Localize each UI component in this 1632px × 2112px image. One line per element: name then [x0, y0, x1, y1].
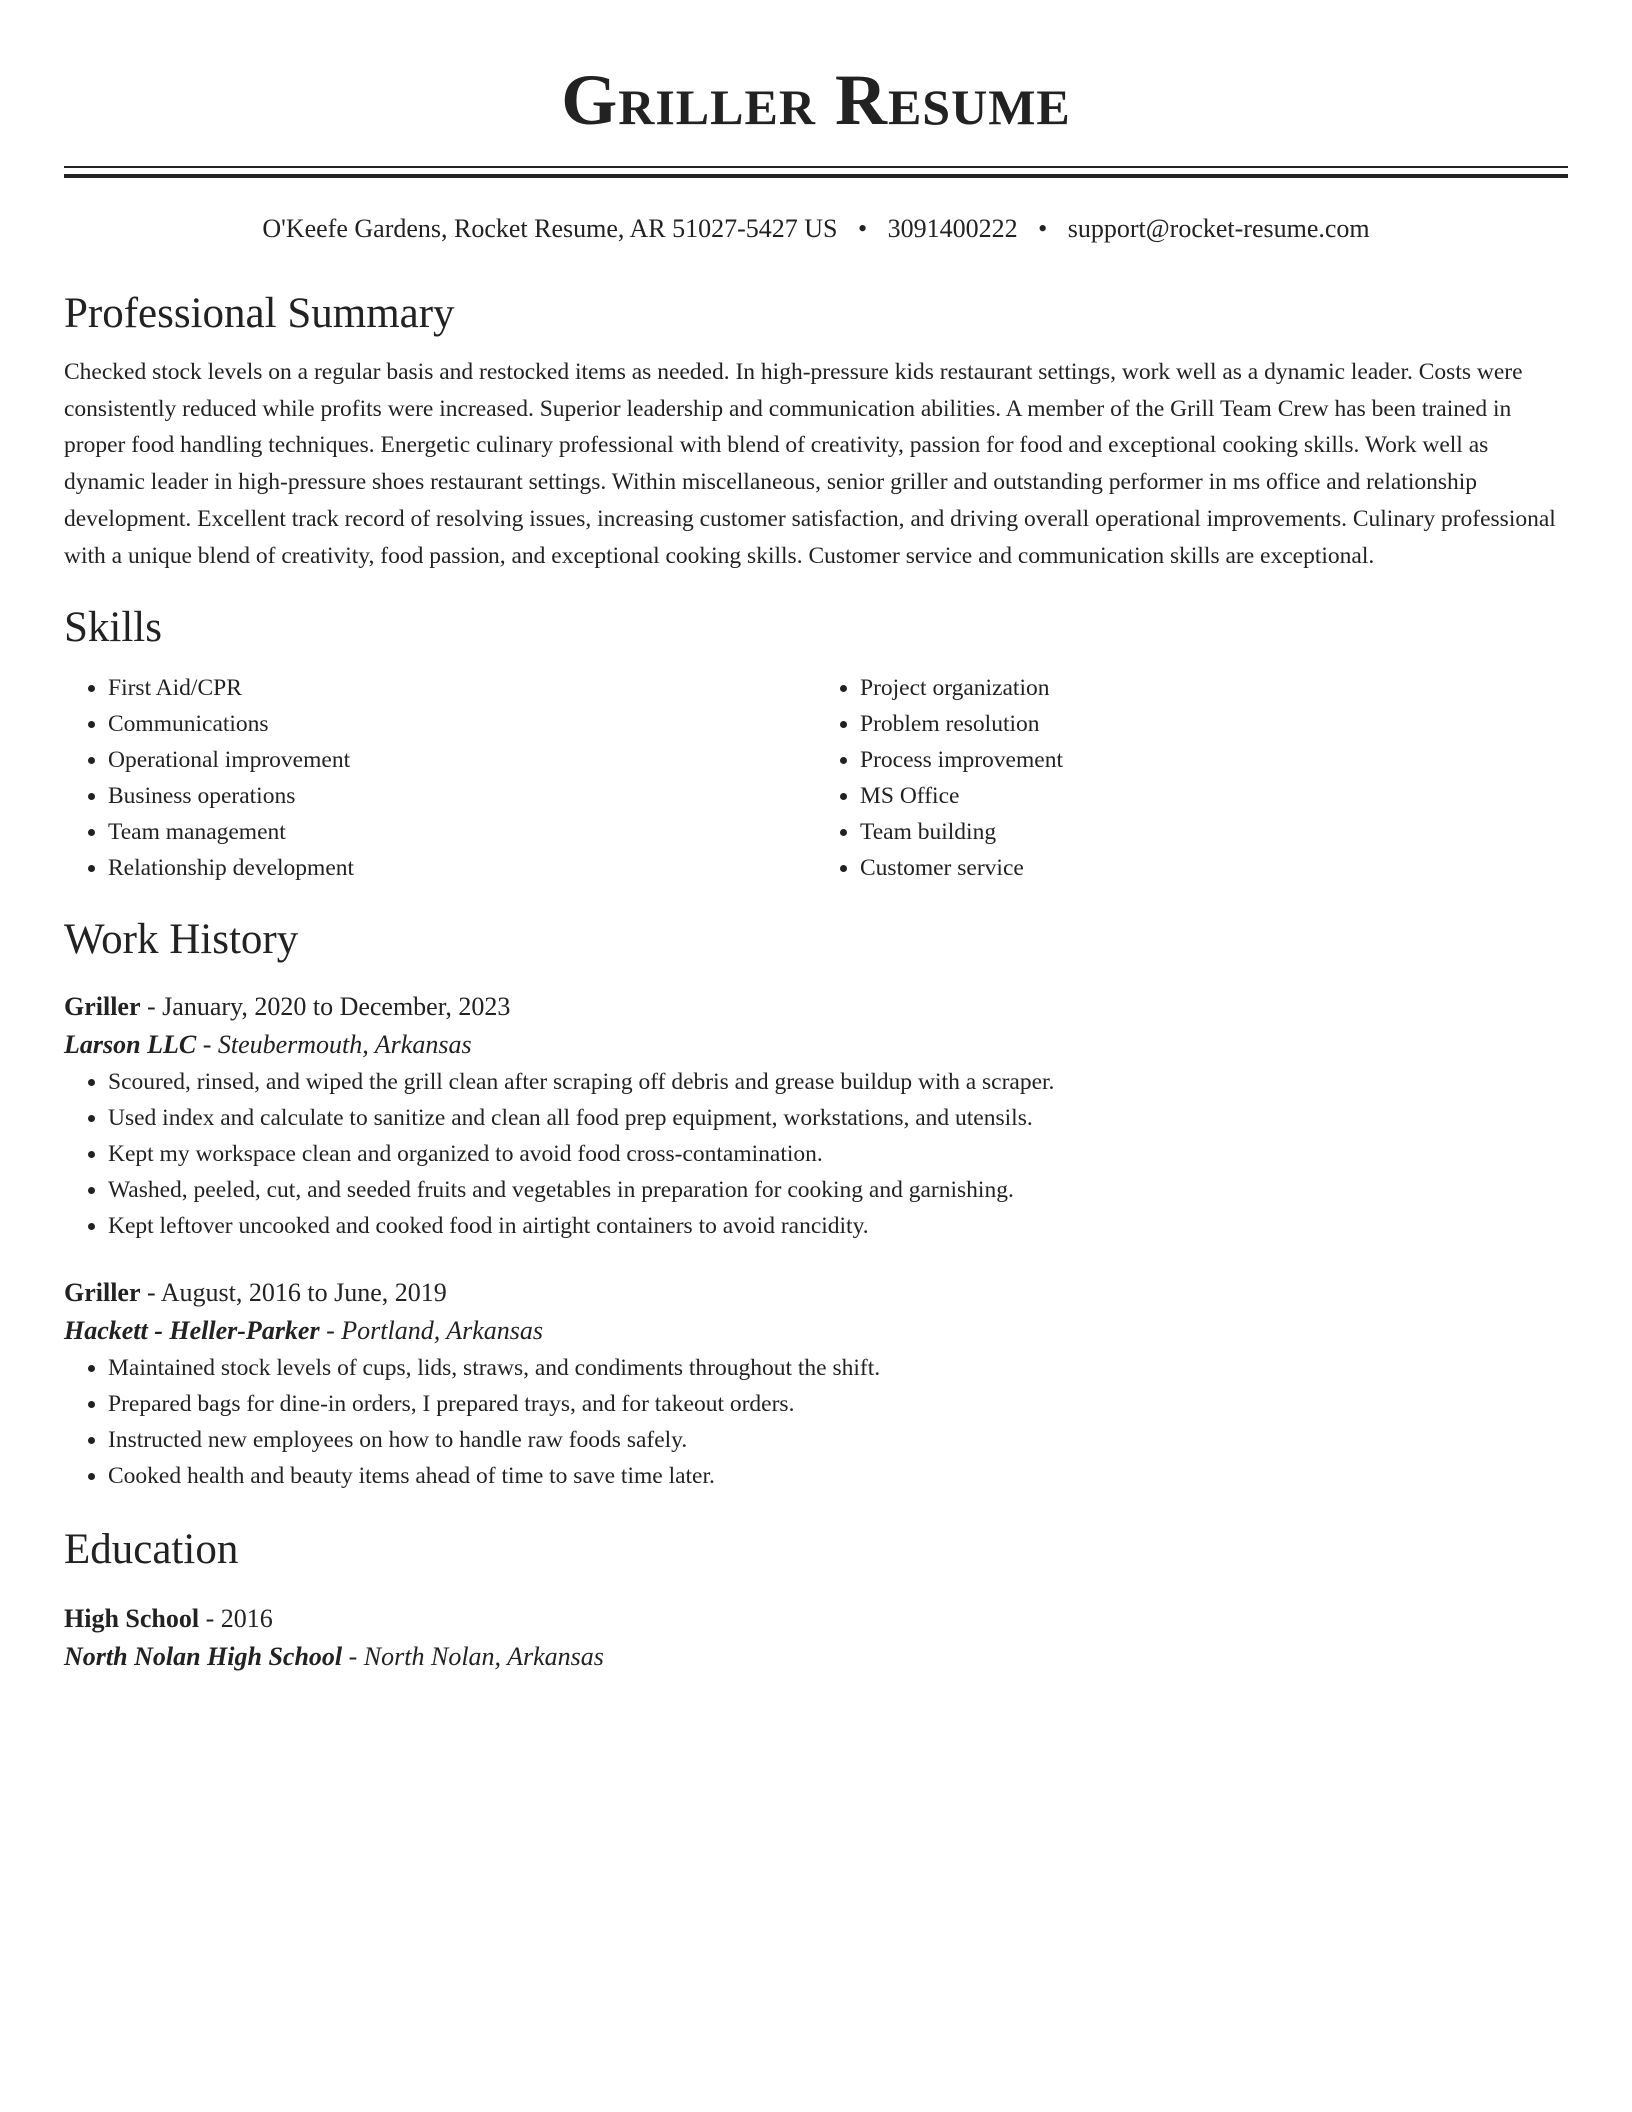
job-position: Griller	[64, 1278, 141, 1308]
skills-column-left	[64, 670, 816, 886]
skills-column-right	[816, 670, 1568, 886]
education-location: - North Nolan, Arkansas	[342, 1642, 604, 1672]
contact-line	[64, 212, 1568, 246]
skill-item: • Operational improvement	[108, 742, 816, 778]
job-duties	[64, 1350, 1568, 1494]
job-location: - Portland, Arkansas	[319, 1316, 544, 1346]
education-year: - 2016	[199, 1604, 273, 1634]
contact-separator: •	[1038, 214, 1048, 243]
contact-address: O'Keefe Gardens, Rocket Resume, AR 51027-5427 US	[262, 214, 838, 243]
contact-email: support@rocket-resume.com	[1067, 214, 1370, 243]
summary-text: Checked stock levels on a regular basis and restocked items as needed. In high-pressure kids restaurant settings, work well as a dynamic leader. Costs were consistently reduced while profits were increased. Superior leadership and communication abilities. A member of the Grill Team Crew has been trained in proper food handling techniques. Energetic culinary professional with blend of creativity, passion for food and exceptional cooking skills. Work well as dynamic leader in high-pressure shoes restaurant settings. Within miscellaneous, senior griller and outstanding performer in ms office and relationship development. Excellent track record of resolving issues, increasing customer satisfaction, and driving overall operational improvements. Culinary professional with a unique blend of creativity, food passion, and exceptional cooking skills. Customer service and communication skills are exceptional.	[64, 359, 1556, 569]
skill-item: • MS Office	[860, 778, 1568, 814]
education-degree: High School	[64, 1604, 200, 1634]
education-school-line	[64, 1638, 1568, 1676]
education-school: North Nolan High School	[64, 1642, 343, 1672]
skill-item: • Project organization	[860, 670, 1568, 706]
job-duty: • Kept leftover uncooked and cooked food in airtight containers to avoid rancidity.	[108, 1208, 1568, 1244]
skills-list	[64, 670, 1568, 886]
skill-item: • Customer service	[860, 850, 1568, 886]
skill-item: • Team building	[860, 814, 1568, 850]
job-duty: • Cooked health and beauty items ahead of time to save time later.	[108, 1458, 1568, 1494]
education-heading	[64, 1600, 1568, 1638]
section-title-skills: Skills	[64, 604, 162, 652]
skill-item: • Communications	[108, 706, 816, 742]
job-position: Griller	[64, 992, 141, 1022]
resume-title: Griller Resume	[561, 60, 1071, 140]
contact-phone: 3091400222	[887, 214, 1018, 243]
skill-item: • Relationship development	[108, 850, 816, 886]
skill-item: • Business operations	[108, 778, 816, 814]
job-duty: • Scoured, rinsed, and wiped the grill clean after scraping off debris and grease buildup with a scraper.	[108, 1064, 1568, 1100]
job-employer	[64, 1312, 1568, 1350]
job-duty: • Prepared bags for dine-in orders, I prepared trays, and for takeout orders.	[108, 1386, 1568, 1422]
skill-item: • Problem resolution	[860, 706, 1568, 742]
job-heading	[64, 988, 1568, 1026]
section-title-education: Education	[64, 1526, 239, 1574]
job-duty: • Instructed new employees on how to handle raw foods safely.	[108, 1422, 1568, 1458]
job-dates: - January, 2020 to December, 2023	[140, 992, 511, 1022]
skill-item: • Process improvement	[860, 742, 1568, 778]
job-duty: • Maintained stock levels of cups, lids, straws, and condiments throughout the shift.	[108, 1350, 1568, 1386]
skill-item: • First Aid/CPR	[108, 670, 816, 706]
contact-separator: •	[858, 214, 868, 243]
job-duty: • Used index and calculate to sanitize and clean all food prep equipment, workstations, and utensils.	[108, 1100, 1568, 1136]
header-divider-thick	[64, 174, 1568, 178]
job-company: Hackett - Heller-Parker	[64, 1316, 320, 1346]
job-entry	[64, 988, 1568, 1244]
skill-item: • Team management	[108, 814, 816, 850]
job-employer	[64, 1026, 1568, 1064]
job-duty: • Washed, peeled, cut, and seeded fruits and vegetables in preparation for cooking and garnishing.	[108, 1172, 1568, 1208]
section-title-work-history: Work History	[64, 916, 299, 964]
job-entry	[64, 1274, 1568, 1494]
job-dates: - August, 2016 to June, 2019	[140, 1278, 447, 1308]
job-location: - Steubermouth, Arkansas	[196, 1030, 472, 1060]
section-title-summary: Professional Summary	[64, 290, 455, 337]
job-heading	[64, 1274, 1568, 1312]
job-duties	[64, 1064, 1568, 1244]
job-company: Larson LLC	[64, 1030, 197, 1060]
header-divider-thin	[64, 166, 1568, 168]
job-duty: • Kept my workspace clean and organized to avoid food cross-contamination.	[108, 1136, 1568, 1172]
